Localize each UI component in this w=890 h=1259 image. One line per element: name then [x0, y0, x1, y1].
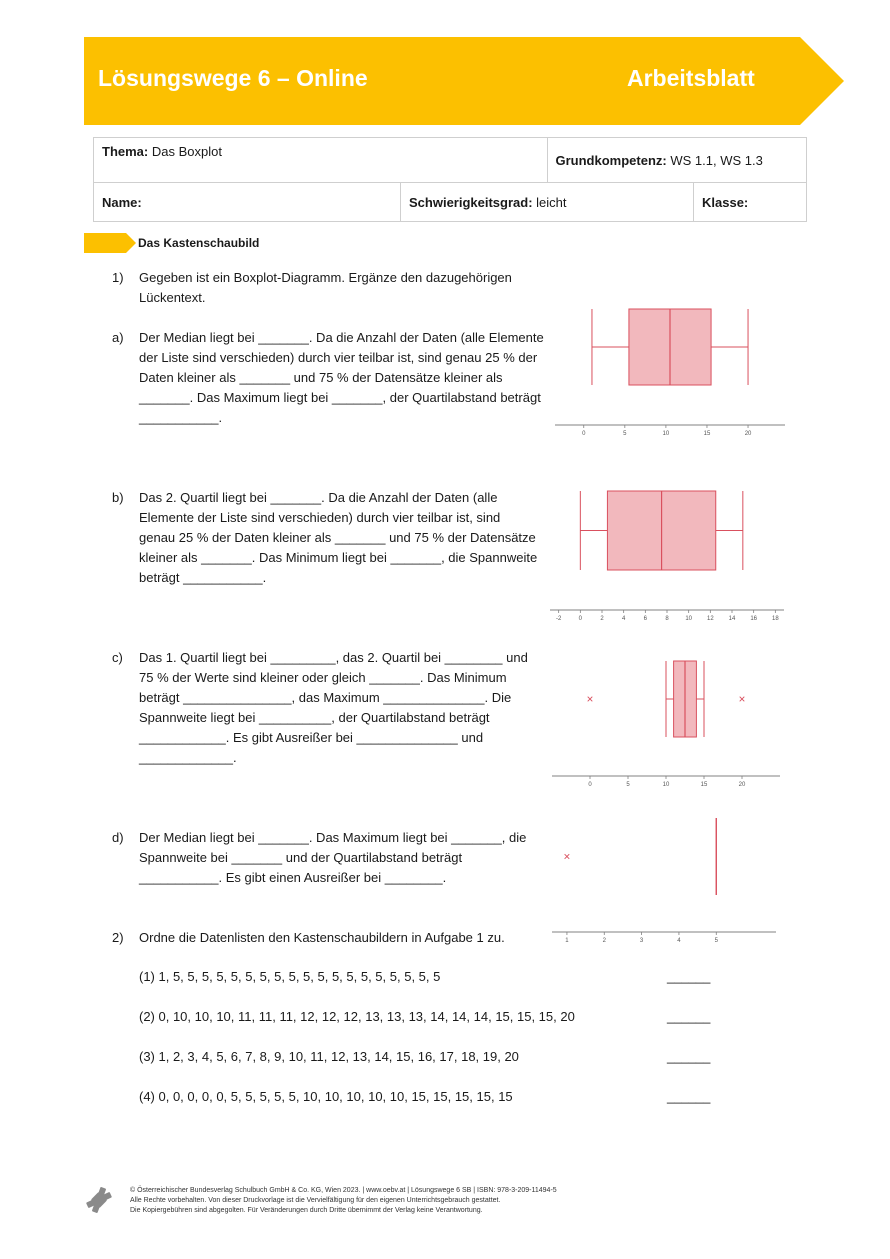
section-title: Das Kastenschaubild [138, 236, 260, 250]
header-title: Lösungswege 6 – Online [98, 65, 368, 91]
task2-answer-blank[interactable]: ______ [667, 1009, 711, 1024]
task1a-line: ___________. [139, 410, 223, 425]
kompetenz-value: WS 1.1, WS 1.3 [670, 152, 763, 168]
klasse-cell[interactable] [694, 183, 807, 222]
x-tick-label: 15 [703, 431, 711, 437]
task1b-label: b) [112, 490, 124, 505]
task1c-line: Das 1. Quartil liegt bei _________, das 2. Quartil bei ________ und [139, 650, 528, 665]
task2-answer-blank[interactable]: ______ [667, 969, 711, 984]
task1c-line: 75 % der Werte sind kleiner oder gleich _______. Das Minimum [139, 670, 507, 685]
x-tick-label: -2 [555, 616, 562, 622]
task1-intro-line: Lückentext. [139, 290, 206, 305]
x-tick-label: 18 [771, 616, 779, 622]
x-tick-label: 2 [602, 938, 606, 944]
x-tick-label: 0 [588, 782, 592, 788]
task1b-line: Elemente der Liste sind verschieden) durch vier teilbar ist, sind [139, 510, 501, 525]
x-tick-label: 3 [639, 938, 644, 944]
outlier-marker [588, 697, 593, 702]
task1d-line: Spannweite bei _______ und der Quartilabstand beträgt [139, 850, 463, 865]
task1-number: 1) [112, 270, 124, 285]
x-tick-label: 4 [677, 938, 681, 944]
task1d-label: d) [112, 830, 124, 845]
task1a-text [139, 328, 544, 428]
task1c-line: Spannweite liegt bei __________, der Quartilabstand beträgt [139, 710, 490, 725]
x-tick-label: 0 [578, 616, 583, 622]
x-tick-label: 10 [662, 782, 670, 788]
footer-copyright [130, 1186, 557, 1216]
task2-list-item: (2) 0, 10, 10, 10, 11, 11, 11, 12, 12, 12, 13, 13, 13, 14, 14, 14, 15, 15, 15, 20 [139, 1009, 575, 1024]
x-tick-label: 12 [706, 616, 714, 622]
task2-list-item: (4) 0, 0, 0, 0, 0, 5, 5, 5, 5, 5, 10, 10, 10, 10, 10, 15, 15, 15, 15, 15 [139, 1089, 513, 1104]
kompetenz-label: Grundkompetenz: [555, 152, 667, 168]
name-label: Name: [102, 194, 142, 210]
task1a-label: a) [112, 330, 124, 345]
x-tick-label: 0 [582, 431, 586, 437]
info-table [93, 137, 807, 222]
x-tick-label: 2 [600, 616, 604, 622]
x-tick-label: 20 [738, 782, 746, 788]
x-tick-label: 4 [621, 616, 626, 622]
task2-answer-blank[interactable]: ______ [667, 1049, 711, 1064]
x-tick-label: 6 [643, 616, 648, 622]
task1a-line: Der Median liegt bei _______. Da die Anzahl der Daten (alle Elemente [139, 330, 544, 345]
thema-value: Das Boxplot [151, 144, 222, 159]
section-marker [84, 233, 136, 253]
x-tick-label: 20 [744, 431, 752, 437]
task1d-text [139, 828, 526, 888]
footer-line: © Österreichischer Bundesverlag Schulbuch GmbH & Co. KG, Wien 2023. | www.oebv.at | Lösungswege 6 SB | ISBN: 978-3-209-11494-5 [130, 1187, 557, 1194]
boxplot-chart-a [555, 300, 785, 436]
task1d-line: Der Median liegt bei _______. Das Maximum liegt bei _______, die [139, 830, 527, 845]
outlier-marker [565, 854, 570, 859]
task1b-line: genau 25 % der Daten kleiner als _______ und 75 % der Datensätze [139, 530, 536, 545]
x-tick-label: 16 [750, 616, 758, 622]
boxplot-chart-c [552, 655, 780, 788]
task1c-line: ____________. Es gibt Ausreißer bei ______________ und [139, 730, 484, 745]
task1a-line: _______. Das Maximum liegt bei _______, der Quartilabstand beträgt [139, 390, 541, 405]
thema-cell [94, 138, 548, 183]
header-worksheet-label: Arbeitsblatt [627, 65, 755, 91]
kompetenz-cell [547, 138, 807, 183]
x-tick-label: 1 [565, 938, 569, 944]
task1-intro-line: Gegeben ist ein Boxplot-Diagramm. Ergänze den dazugehörigen [139, 270, 512, 285]
task1-intro [139, 268, 512, 308]
x-tick-label: 8 [665, 616, 669, 622]
footer-line: Die Kopiergebühren sind abgegolten. Für Veränderungen durch Dritte übernimmt der Verlag keine Verantwortung. [130, 1207, 483, 1214]
task1a-line: der Liste sind verschieden) durch vier teilbar ist, sind genau 25 % der [139, 350, 538, 365]
task2-list-item: (3) 1, 2, 3, 4, 5, 6, 7, 8, 9, 10, 11, 12, 13, 14, 15, 16, 17, 18, 19, 20 [139, 1049, 519, 1064]
x-tick-label: 14 [728, 616, 736, 622]
task2-intro: Ordne die Datenlisten den Kastenschaubildern in Aufgabe 1 zu. [139, 930, 505, 945]
task1b-line: kleiner als _______. Das Minimum liegt bei _______, die Spannweite [139, 550, 538, 565]
task2-answer-blank[interactable]: ______ [667, 1089, 711, 1104]
task2-number: 2) [112, 930, 124, 945]
klasse-label: Klasse: [702, 194, 749, 210]
outlier-marker [740, 697, 745, 702]
task2-list-item: (1) 1, 5, 5, 5, 5, 5, 5, 5, 5, 5, 5, 5, 5, 5, 5, 5, 5, 5, 5, 5 [139, 969, 441, 984]
task1b-line: beträgt ___________. [139, 570, 267, 585]
thema-label: Thema: [102, 144, 149, 159]
x-tick-label: 5 [626, 782, 630, 788]
x-tick-label: 15 [700, 782, 708, 788]
task1a-line: Daten kleiner als _______ und 75 % der Datensätze kleiner als [139, 370, 503, 385]
x-tick-label: 5 [714, 938, 718, 944]
schwierigkeit-value: leicht [536, 194, 567, 210]
task1b-text [139, 488, 537, 588]
task1b-line: Das 2. Quartil liegt bei _______. Da die Anzahl der Daten (alle [139, 490, 498, 505]
x-tick-label: 10 [685, 616, 693, 622]
boxplot-chart-b [550, 482, 784, 620]
x-tick-label: 10 [662, 431, 670, 437]
schwierigkeit-label: Schwierigkeitsgrad: [409, 194, 533, 210]
task1c-text [139, 648, 528, 768]
boxplot-chart-d [552, 815, 776, 943]
x-tick-label: 5 [623, 431, 627, 437]
footer-line: Alle Rechte vorbehalten. Von dieser Druckvorlage ist die Vervielfältigung für den eigenen Unterrichtsgebrauch gestattet. [130, 1197, 501, 1204]
task1c-line: beträgt _______________, das Maximum ______________. Die [139, 690, 512, 705]
publisher-logo-icon [84, 1185, 114, 1215]
name-cell[interactable] [94, 183, 401, 222]
schwierigkeit-cell [401, 183, 694, 222]
task1c-line: _____________. [139, 750, 237, 765]
task1d-line: ___________. Es gibt einen Ausreißer bei ________. [139, 870, 447, 885]
task1c-label: c) [112, 650, 123, 665]
